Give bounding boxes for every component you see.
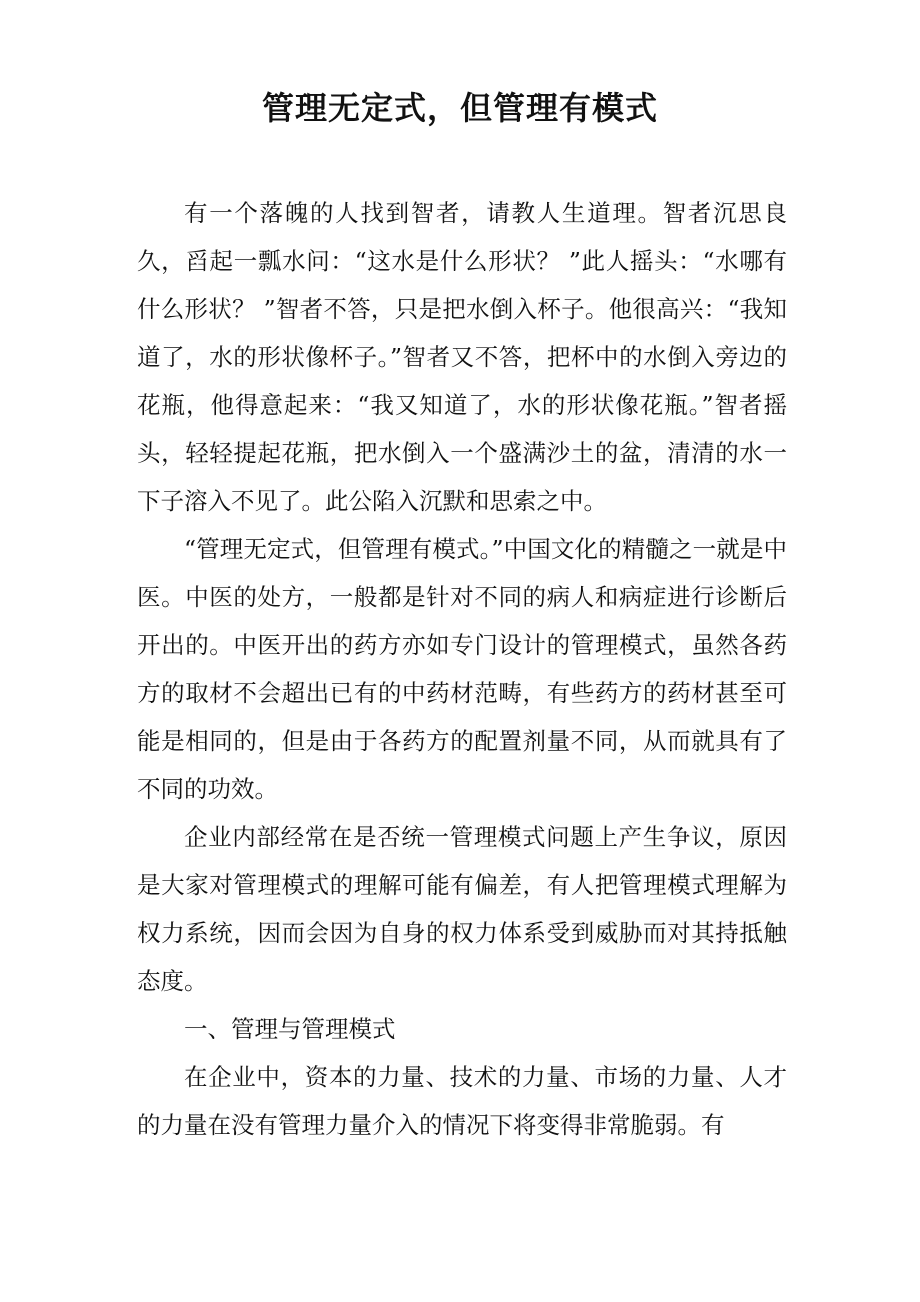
document-title: 管理无定式，但管理有模式 <box>261 89 658 127</box>
document-body <box>137 189 787 1149</box>
paragraph-chinese-medicine: “管理无定式，但管理有模式。”中国文化的精髓之一就是中医。中医的处方，一般都是针对不同的病人和病症进行诊断后开出的。中医开出的药方亦如专门设计的管理模式，虽然各药方的取材不会超出已有的中药材范畴，有些药方的药材甚至可能是相同的，但是由于各药方的配置剂量不同，从而就具有了不同的功效。 <box>137 535 787 803</box>
paragraph-internal-dispute: 企业内部经常在是否统一管理模式问题上产生争议，原因是大家对管理模式的理解可能有偏差，有人把管理模式理解为权力系统，因而会因为自身的权力体系受到威胁而对其持抵触态度。 <box>137 823 787 995</box>
paragraph-intro-story: 有一个落魄的人找到智者，请教人生道理。智者沉思良久，舀起一瓢水问：“这水是什么形状？ ”此人摇头：“水哪有什么形状？ ”智者不答，只是把水倒入杯子。他很高兴：“我知道了，水的形状像杯子。”智者又不答，把杯中的水倒入旁边的花瓶，他得意起来：“我又知道了，水的形状像花瓶。”智者摇头，轻轻提起花瓶，把水倒入一个盛满沙土的盆，清清的水一下子溶入不见了。此公陷入沉默和思索之中。 <box>137 199 787 515</box>
paragraph-enterprise-forces: 在企业中，资本的力量、技术的力量、市场的力量、人才的力量在没有管理力量介入的情况下将变得非常脆弱。有 <box>137 1063 787 1139</box>
section-heading-management: 一、管理与管理模式 <box>184 1015 396 1043</box>
